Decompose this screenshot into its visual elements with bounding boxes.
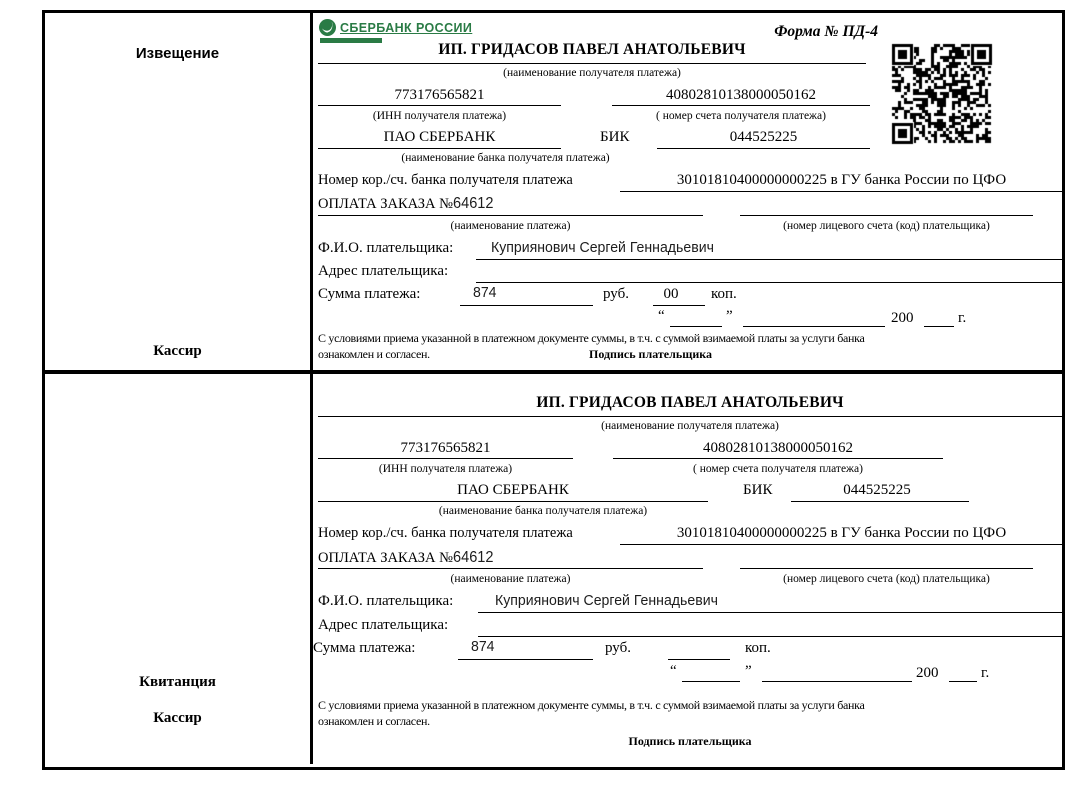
rub-label: руб. bbox=[603, 286, 629, 302]
inn-label: (ИНН получателя платежа) bbox=[378, 463, 513, 475]
date-month-underline bbox=[762, 681, 912, 682]
amount-kop-value: 00 bbox=[663, 286, 679, 302]
bank-name-label: (наименование банка получателя платежа) bbox=[438, 505, 648, 517]
rub-label: руб. bbox=[605, 640, 631, 656]
amount-rub-value: 874 bbox=[473, 284, 497, 301]
korr-underline bbox=[620, 191, 1063, 192]
payment-purpose-prefix: ОПЛАТА ЗАКАЗА № bbox=[318, 196, 453, 212]
amount-label: Сумма платежа: bbox=[313, 640, 416, 656]
bank-name-underline bbox=[318, 148, 561, 149]
payee-inn-value: 773176565821 bbox=[394, 87, 485, 103]
signature-label: Подпись плательщика bbox=[589, 347, 712, 361]
payee-name: ИП. ГРИДАСОВ ПАВЕЛ АНАТОЛЬЕВИЧ bbox=[438, 41, 746, 58]
payee-name-underline bbox=[318, 416, 1062, 417]
bank-name-label: (наименование банка получателя платежа) bbox=[401, 152, 610, 164]
inn-label: (ИНН получателя платежа) bbox=[372, 110, 507, 122]
order-number: 64612 bbox=[452, 549, 494, 566]
payment-purpose bbox=[318, 195, 496, 214]
payer-fio-value: Куприянович Сергей Геннадьевич bbox=[495, 592, 718, 609]
account-label: ( номер счета получателя платежа) bbox=[693, 463, 863, 475]
payee-inn-value: 773176565821 bbox=[400, 440, 491, 456]
date-year-underline bbox=[949, 681, 977, 682]
account-label: ( номер счета получателя платежа) bbox=[656, 110, 826, 122]
section-izveshchenie bbox=[45, 13, 1062, 374]
izveshchenie-body bbox=[313, 13, 1062, 370]
amount-kop-underline bbox=[653, 305, 705, 306]
agreement-line2: ознакомлен и согласен. bbox=[318, 347, 430, 361]
sberbank-logo-text: СБЕРБАНК РОССИИ bbox=[340, 20, 473, 35]
address-underline bbox=[478, 636, 1063, 637]
side-label-kvitanciya: Квитанция bbox=[139, 674, 216, 690]
korr-value: 30101810400000000225 в ГУ банка России по ЦФО bbox=[676, 172, 1007, 188]
payee-name: ИП. ГРИДАСОВ ПАВЕЛ АНАТОЛЬЕВИЧ bbox=[536, 394, 844, 411]
payee-bank-name: ПАО СБЕРБАНК bbox=[457, 482, 569, 498]
fio-underline bbox=[476, 259, 1062, 260]
payee-account-value: 40802810138000050162 bbox=[666, 87, 816, 103]
amount-rub-underline bbox=[458, 659, 593, 660]
sberbank-logo bbox=[319, 19, 472, 43]
date-year-suffix: г. bbox=[958, 310, 967, 326]
payee-name-label: (наименование получателя платежа) bbox=[601, 420, 779, 432]
form-number-title: Форма № ПД-4 bbox=[774, 23, 878, 40]
date-month-underline bbox=[743, 326, 885, 327]
order-number: 64612 bbox=[452, 195, 494, 212]
date-year-suffix: г. bbox=[981, 665, 990, 681]
side-label-kassir-bottom: Кассир bbox=[153, 710, 202, 726]
bik-value: 044525225 bbox=[843, 482, 911, 498]
payment-name-underline bbox=[318, 568, 703, 569]
bik-label: БИК bbox=[743, 482, 773, 498]
section-kvitanciya bbox=[45, 374, 1062, 764]
personal-account-label: (номер лицевого счета (код) плательщика) bbox=[783, 220, 990, 232]
date-quote-open: “ bbox=[658, 308, 665, 324]
fio-label: Ф.И.О. плательщика: bbox=[318, 593, 454, 609]
date-quote-close: ” bbox=[726, 308, 733, 324]
korr-label: Номер кор./сч. банка получателя платежа bbox=[318, 172, 573, 188]
bik-label: БИК bbox=[600, 129, 630, 145]
payment-purpose bbox=[318, 549, 496, 568]
personal-account-underline bbox=[740, 215, 1033, 216]
bik-value: 044525225 bbox=[729, 129, 798, 145]
pd4-form bbox=[42, 10, 1065, 770]
amount-kop-underline bbox=[668, 659, 730, 660]
fio-label: Ф.И.О. плательщика: bbox=[318, 240, 454, 256]
izveshchenie-side-cell bbox=[45, 13, 313, 370]
date-quote-open: “ bbox=[670, 663, 677, 679]
account-underline bbox=[613, 458, 943, 459]
payment-purpose-prefix: ОПЛАТА ЗАКАЗА № bbox=[318, 550, 453, 566]
payment-name-label: (наименование платежа) bbox=[450, 220, 571, 232]
korr-underline bbox=[620, 544, 1063, 545]
date-day-underline bbox=[682, 681, 740, 682]
signature-label: Подпись плательщика bbox=[628, 734, 752, 748]
payment-name-underline bbox=[318, 215, 703, 216]
amount-rub-underline bbox=[460, 305, 593, 306]
qr-code bbox=[891, 43, 993, 145]
payee-name-underline bbox=[318, 63, 866, 64]
amount-rub-value: 874 bbox=[471, 638, 495, 655]
kvitanciya-body bbox=[313, 374, 1062, 764]
payee-bank-name: ПАО СБЕРБАНК bbox=[383, 129, 496, 145]
address-underline bbox=[476, 282, 1062, 283]
personal-account-label: (номер лицевого счета (код) плательщика) bbox=[783, 573, 990, 585]
side-label-izveshchenie: Извещение bbox=[135, 45, 220, 62]
payee-name-label: (наименование получателя платежа) bbox=[503, 67, 681, 79]
inn-underline bbox=[318, 458, 573, 459]
bik-underline bbox=[791, 501, 969, 502]
date-quote-close: ” bbox=[745, 663, 752, 679]
sberbank-logo-icon bbox=[319, 19, 336, 36]
date-day-underline bbox=[670, 326, 722, 327]
date-year-prefix: 200 bbox=[891, 310, 914, 326]
bank-name-underline bbox=[318, 501, 708, 502]
agreement-line1: С условиями приема указанной в платежном документе суммы, в т.ч. с суммой взимаемой платы за услуги банка bbox=[318, 698, 865, 712]
agreement-line1: С условиями приема указанной в платежном документе суммы, в т.ч. с суммой взимаемой платы за услуги банка bbox=[318, 331, 865, 345]
date-year-underline bbox=[924, 326, 954, 327]
payment-name-label: (наименование платежа) bbox=[450, 573, 571, 585]
kop-label: коп. bbox=[711, 286, 737, 302]
amount-label: Сумма платежа: bbox=[318, 286, 421, 302]
bik-underline bbox=[657, 148, 870, 149]
payee-account-value: 40802810138000050162 bbox=[703, 440, 853, 456]
address-label: Адрес плательщика: bbox=[318, 617, 449, 633]
date-year-prefix: 200 bbox=[916, 665, 939, 681]
kop-label: коп. bbox=[745, 640, 771, 656]
korr-label: Номер кор./сч. банка получателя платежа bbox=[318, 525, 573, 541]
address-label: Адрес плательщика: bbox=[318, 263, 449, 279]
agreement-line2: ознакомлен и согласен. bbox=[318, 714, 430, 728]
account-underline bbox=[612, 105, 870, 106]
side-label-kassir-top: Кассир bbox=[153, 343, 202, 359]
inn-underline bbox=[318, 105, 561, 106]
kvitanciya-side-cell bbox=[45, 374, 313, 764]
personal-account-underline bbox=[740, 568, 1033, 569]
fio-underline bbox=[478, 612, 1063, 613]
korr-value: 30101810400000000225 в ГУ банка России по ЦФО bbox=[676, 525, 1007, 541]
payer-fio-value: Куприянович Сергей Геннадьевич bbox=[491, 239, 714, 256]
